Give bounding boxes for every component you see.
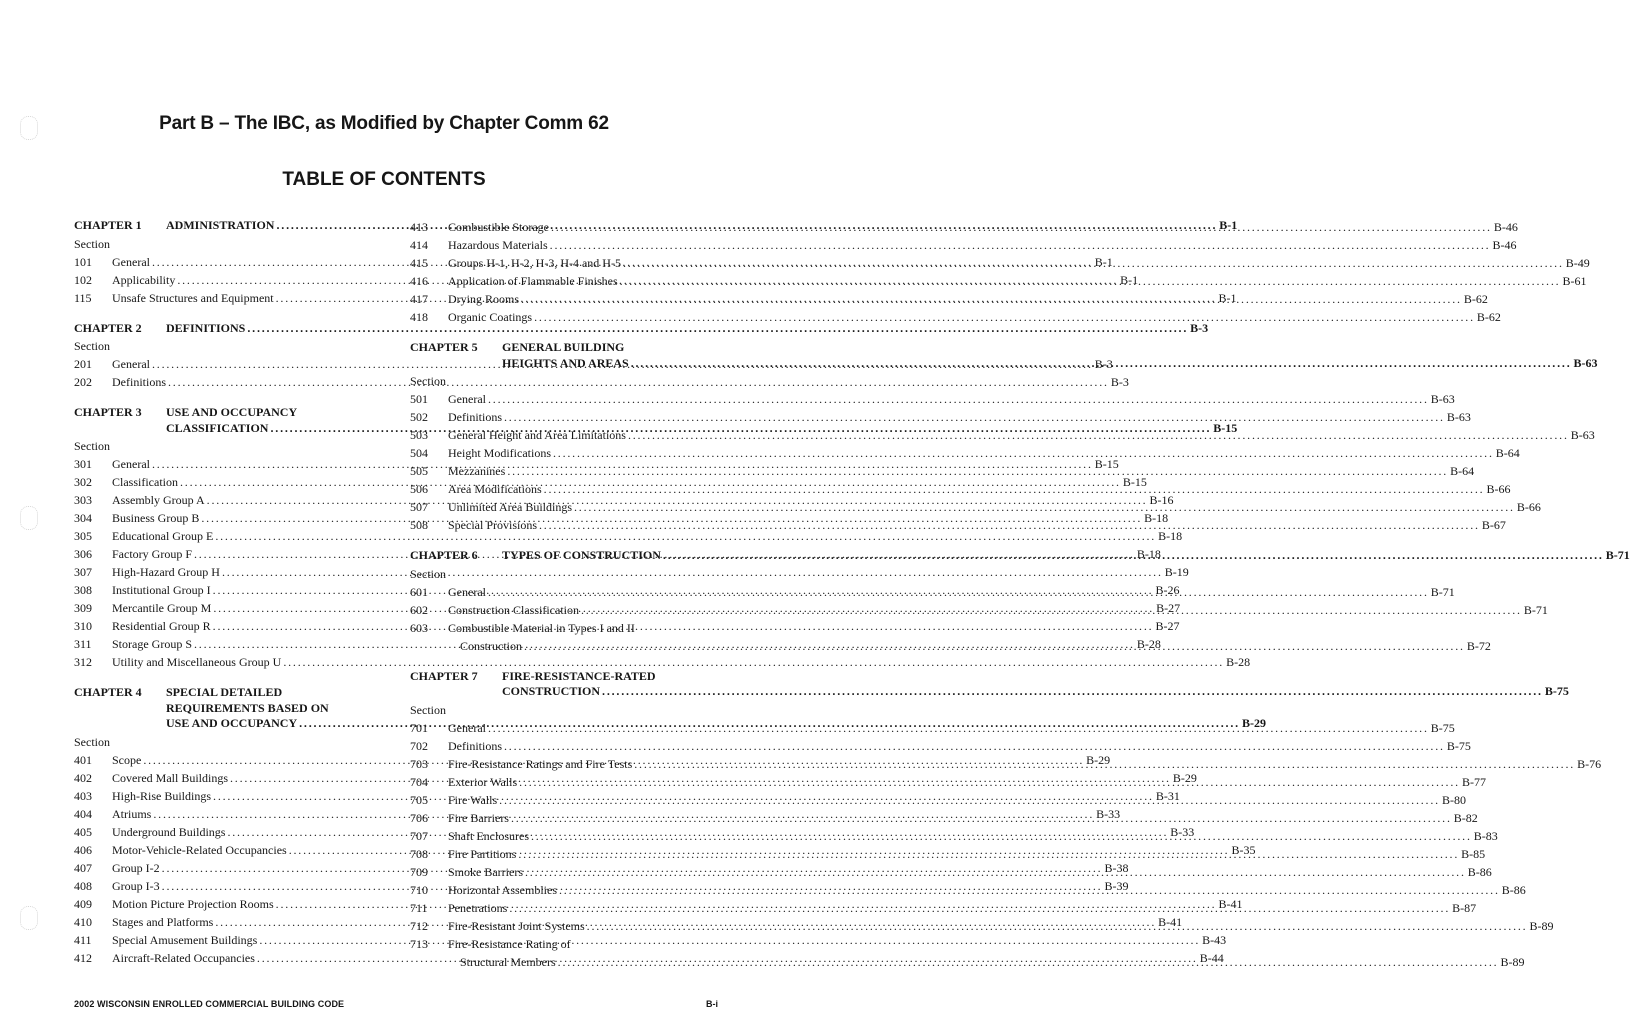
section-page: B-66 <box>1486 482 1511 496</box>
section-title: Fire Barriers <box>448 810 509 825</box>
section-number: 402 <box>74 770 92 785</box>
section-page: B-86 <box>1467 864 1492 879</box>
section-label: Section <box>74 339 110 353</box>
section-title: Classification <box>112 475 178 489</box>
section-page: B-64 <box>1495 446 1520 460</box>
section-page: B-89 <box>1529 918 1554 933</box>
section-page: B-85 <box>1461 846 1486 861</box>
chapter-title <box>502 340 1598 371</box>
section-title: Motion Picture Projection Rooms <box>112 896 274 911</box>
section-page: B-38 <box>1104 860 1129 875</box>
chapter-title-text: DEFINITIONS <box>166 320 246 335</box>
section-page: B-27 <box>1156 601 1181 615</box>
section-title: General Height and Area Limitations <box>448 428 626 442</box>
binder-hole-mark <box>20 906 38 930</box>
section-number: 306 <box>74 547 92 561</box>
chapter-title-text: USE AND OCCUPANCY <box>166 716 298 730</box>
section-number: 401 <box>74 752 92 767</box>
section-number: 503 <box>410 428 428 442</box>
section-number: 413 <box>410 220 428 234</box>
dot-leader <box>519 290 1464 308</box>
dot-leader <box>486 583 1431 601</box>
section-label: Section <box>410 702 446 717</box>
dot-leader <box>572 498 1517 516</box>
toc-entry <box>410 308 1501 326</box>
section-number: 404 <box>74 806 92 821</box>
section-title: General <box>112 254 150 269</box>
section-number: 705 <box>410 792 428 807</box>
section-number: 709 <box>410 864 428 879</box>
section-number: 201 <box>74 357 92 371</box>
section-title: Group I-3 <box>112 878 160 893</box>
section-page: B-27 <box>1155 619 1180 633</box>
section-title: Special Amusement Buildings <box>112 932 258 947</box>
dot-leader <box>557 881 1502 899</box>
section-title: Organic Coatings <box>448 310 533 324</box>
dot-leader <box>517 773 1462 791</box>
chapter-number: CHAPTER 2 <box>74 320 142 335</box>
section-page: B-46 <box>1493 220 1518 234</box>
section-title: Application of Flammable Finishes <box>448 274 618 288</box>
section-number: 418 <box>410 310 428 324</box>
dot-leader <box>542 480 1487 498</box>
section-page: B-3 <box>1094 357 1113 371</box>
chapter-number: CHAPTER 5 <box>410 340 478 354</box>
section-title: Fire-Resistance Ratings and Fire Tests <box>448 756 633 771</box>
section-title: Drying Rooms <box>448 292 520 306</box>
section-title: General <box>448 720 486 735</box>
section-page: B-1 <box>1094 254 1113 269</box>
chapter-page: B-75 <box>1544 684 1569 698</box>
section-title: Definitions <box>448 738 502 753</box>
dot-leader <box>556 953 1501 971</box>
section-page: B-16 <box>1149 493 1174 507</box>
section-page: B-18 <box>1158 529 1183 543</box>
chapter-page: B-3 <box>1190 320 1209 335</box>
section-page: B-87 <box>1452 900 1477 915</box>
section-number: 713 <box>410 936 428 951</box>
dot-leader <box>626 426 1571 444</box>
section-title: General <box>112 357 150 371</box>
section-title: Group I-2 <box>112 860 160 875</box>
section-number: 702 <box>410 738 428 753</box>
section-body <box>448 737 1471 755</box>
section-number: 708 <box>410 846 428 861</box>
chapter-title <box>502 669 1569 700</box>
section-title: Shaft Enclosures <box>448 828 529 843</box>
dot-leader <box>516 845 1461 863</box>
chapter-page: B-29 <box>1241 716 1266 730</box>
section-title: High-Hazard Group H <box>112 565 220 579</box>
section-page: B-15 <box>1122 475 1147 489</box>
toc-entry <box>410 408 1471 426</box>
section-number: 712 <box>410 918 428 933</box>
chapter-page: B-71 <box>1605 548 1630 562</box>
section-title: Utility and Miscellaneous Group U <box>112 655 282 669</box>
section-page: B-41 <box>1218 896 1243 911</box>
dot-leader <box>497 791 1442 809</box>
chapter-title-line <box>502 356 1598 372</box>
section-page: B-19 <box>1164 565 1189 579</box>
dot-leader <box>551 444 1496 462</box>
section-page: B-89 <box>1500 954 1525 969</box>
section-title: Scope <box>112 752 142 767</box>
section-title: Mercantile Group M <box>112 601 212 615</box>
chapter-title-line <box>502 548 1630 564</box>
chapter-title-text: GENERAL BUILDING <box>502 340 625 354</box>
section-page: B-44 <box>1199 950 1224 965</box>
section-title: Covered Mall Buildings <box>112 770 228 785</box>
section-body <box>448 236 1517 254</box>
section-title: General <box>448 584 486 599</box>
section-title: Residential Group R <box>112 619 211 633</box>
chapter-number: CHAPTER 4 <box>74 685 142 699</box>
section-number: 115 <box>74 290 92 305</box>
section-title: Unsafe Structures and Equipment <box>112 290 274 305</box>
section-page: B-18 <box>1144 511 1169 525</box>
dot-leader <box>621 254 1566 272</box>
section-page: B-75 <box>1430 720 1455 735</box>
section-title: Applicability <box>112 272 176 287</box>
section-label: Section <box>74 439 110 453</box>
section-title: Special Provisions <box>448 518 537 532</box>
dot-leader <box>537 516 1482 534</box>
section-page: B-80 <box>1441 792 1466 807</box>
section-title: Mezzanines <box>448 464 506 478</box>
toc-entry <box>410 737 1471 755</box>
section-number: 603 <box>410 620 428 635</box>
section-number: 507 <box>410 500 428 514</box>
toc-entry <box>410 444 1520 462</box>
section-number: 417 <box>410 292 428 306</box>
section-page: B-76 <box>1577 756 1602 771</box>
toc-entry <box>410 236 1517 254</box>
section-title: Construction <box>460 638 522 653</box>
section-page: B-64 <box>1450 464 1475 478</box>
section-number: 310 <box>74 619 92 633</box>
section-page: B-75 <box>1446 738 1471 753</box>
dot-leader <box>522 637 1467 655</box>
section-title: General <box>112 457 150 471</box>
section-page: B-71 <box>1430 584 1455 599</box>
dot-leader <box>502 408 1447 426</box>
section-number: 301 <box>74 457 92 471</box>
section-title: Atriums <box>112 806 152 821</box>
dot-leader <box>509 809 1454 827</box>
section-title-line <box>448 737 1471 755</box>
section-number: 308 <box>74 583 92 597</box>
section-number: 602 <box>410 602 428 617</box>
section-number: 410 <box>74 914 92 929</box>
chapter-title-text: USE AND OCCUPANCY <box>166 405 298 419</box>
chapter-title <box>502 548 1630 564</box>
section-page: B-35 <box>1231 842 1256 857</box>
section-label: Section <box>74 734 110 749</box>
section-body <box>448 444 1520 462</box>
section-title: Definitions <box>448 410 502 424</box>
section-title-line <box>448 408 1471 426</box>
section-title-line <box>448 308 1501 326</box>
section-number: 408 <box>74 878 92 893</box>
chapter-title-text: TYPES OF CONSTRUCTION <box>502 548 661 562</box>
section-page: B-31 <box>1155 788 1180 803</box>
section-title: Educational Group E <box>112 529 214 543</box>
section-page: B-41 <box>1158 914 1183 929</box>
section-title: Motor-Vehicle-Related Occupancies <box>112 842 287 857</box>
toc-entry <box>410 390 1455 408</box>
footer-code-title: 2002 WISCONSIN ENROLLED COMMERCIAL BUILDING CODE <box>74 999 345 1009</box>
chapter-title-line <box>502 340 1598 356</box>
dot-leader <box>661 548 1606 564</box>
dot-leader <box>632 755 1577 773</box>
chapter-title-line <box>502 669 1569 685</box>
section-title-line <box>448 236 1517 254</box>
section-title: Height Modifications <box>448 446 551 460</box>
section-title: Institutional Group I <box>112 583 211 597</box>
section-number: 411 <box>74 932 92 947</box>
section-number: 412 <box>74 950 92 965</box>
section-page: B-33 <box>1170 824 1195 839</box>
section-number: 707 <box>410 828 428 843</box>
chapter-title-text: FIRE-RESISTANCE-RATED <box>502 668 656 683</box>
section-page: B-33 <box>1096 806 1121 821</box>
section-number: 303 <box>74 493 92 507</box>
dot-leader <box>618 272 1563 290</box>
section-number: 414 <box>410 238 428 252</box>
chapter-title-line <box>502 684 1569 700</box>
section-page: B-62 <box>1476 310 1501 324</box>
section-number: 711 <box>410 900 428 915</box>
chapter-number: CHAPTER 6 <box>410 548 478 562</box>
section-number: 302 <box>74 475 92 489</box>
section-number: 407 <box>74 860 92 875</box>
dot-leader <box>507 899 1452 917</box>
section-number: 601 <box>410 584 428 599</box>
chapter-title-text: ADMINISTRATION <box>166 218 275 232</box>
binder-hole-mark <box>20 506 38 530</box>
section-page: B-61 <box>1562 274 1587 288</box>
toc-heading: TABLE OF CONTENTS <box>282 169 486 190</box>
section-title-line <box>448 619 720 637</box>
chapter-number: CHAPTER 3 <box>74 405 142 419</box>
section-number: 508 <box>410 518 428 532</box>
chapter-title-text: REQUIREMENTS BASED ON <box>166 700 329 715</box>
section-title: Stages and Platforms <box>112 914 214 929</box>
chapter-heading <box>410 668 1569 701</box>
section-title: Area Modifications <box>448 482 542 496</box>
chapter-number: CHAPTER 1 <box>74 218 142 232</box>
dot-leader <box>548 236 1493 254</box>
section-number: 101 <box>74 254 92 269</box>
section-page: B-71 <box>1523 602 1548 617</box>
section-title: Factory Group F <box>112 547 192 561</box>
section-title: Groups H-1, H-2, H-3, H-4 and H-5 <box>448 256 621 270</box>
section-number: 405 <box>74 824 92 839</box>
section-title-line <box>112 653 1251 671</box>
chapter-title-text: CLASSIFICATION <box>166 420 269 435</box>
section-title: Penetrations <box>448 900 508 915</box>
chapter-title-text: SPECIAL DETAILED <box>166 685 283 699</box>
section-title: Smoke Barriers <box>448 864 523 879</box>
dot-leader <box>486 390 1431 408</box>
section-page: B-15 <box>1094 457 1119 471</box>
dot-leader <box>502 737 1447 755</box>
dot-leader <box>600 684 1545 700</box>
section-page: B-86 <box>1501 882 1526 897</box>
dot-leader <box>529 827 1474 845</box>
footer-page-number: B-i <box>706 999 718 1009</box>
section-page: B-18 <box>1136 547 1161 561</box>
dot-leader <box>579 601 1524 619</box>
section-number: 403 <box>74 788 92 803</box>
section-number: 415 <box>410 256 428 270</box>
section-page: B-63 <box>1446 410 1471 424</box>
dot-leader <box>549 218 1494 236</box>
section-number: 505 <box>410 464 428 478</box>
section-number: 311 <box>74 637 92 651</box>
section-page: B-39 <box>1104 878 1129 893</box>
section-title: Combustible Material in Types I and II <box>448 620 635 635</box>
dot-leader <box>486 719 1431 737</box>
section-number: 102 <box>74 272 92 287</box>
chapter-page: B-15 <box>1213 420 1238 435</box>
section-number: 309 <box>74 601 92 615</box>
section-page: B-83 <box>1473 828 1498 843</box>
section-number: 312 <box>74 655 92 669</box>
section-title: Exterior Walls <box>448 774 518 789</box>
section-title: Fire Partitions <box>448 846 517 861</box>
chapter-title-text: CONSTRUCTION <box>502 684 601 698</box>
section-page: B-28 <box>1226 655 1251 669</box>
section-page: B-26 <box>1155 583 1180 597</box>
dot-leader <box>585 917 1530 935</box>
section-page: B-82 <box>1453 810 1478 825</box>
section-page: B-72 <box>1466 638 1491 653</box>
section-title: Hazardous Materials <box>448 238 548 252</box>
section-number: 409 <box>74 896 92 911</box>
chapter-heading <box>74 320 1209 338</box>
dot-leader <box>532 308 1477 326</box>
section-page: B-29 <box>1172 770 1197 785</box>
dot-leader <box>523 863 1468 881</box>
section-number: 506 <box>410 482 428 496</box>
section-title: Fire-Resistance Rating of <box>448 936 571 951</box>
page-title: Part B – The IBC, as Modified by Chapter Comm 62 <box>159 113 609 134</box>
section-title: Structural Members <box>460 954 556 969</box>
section-page: B-66 <box>1516 500 1541 514</box>
section-title: Horizontal Assemblies <box>448 882 557 897</box>
toc-entry <box>74 653 1251 671</box>
toc-entry <box>74 527 1183 545</box>
section-number: 701 <box>410 720 428 735</box>
section-label: Section <box>410 374 446 388</box>
section-title: Assembly Group A <box>112 493 205 507</box>
section-page: B-63 <box>1430 392 1455 406</box>
section-page: B-29 <box>1086 752 1111 767</box>
section-body <box>448 308 1501 326</box>
section-page: B-63 <box>1570 428 1595 442</box>
section-title: Unlimited Area Buildings <box>448 500 572 514</box>
section-page: B-46 <box>1492 238 1517 252</box>
binder-hole-mark <box>20 116 38 140</box>
section-title: Aircraft-Related Occupancies <box>112 950 255 965</box>
section-title-line <box>112 527 1183 545</box>
section-page: B-67 <box>1481 518 1506 532</box>
section-number: 706 <box>410 810 428 825</box>
section-title: General <box>448 392 486 406</box>
section-number: 307 <box>74 565 92 579</box>
dot-leader <box>629 356 1574 372</box>
section-body <box>448 390 1455 408</box>
section-page: B-49 <box>1565 256 1590 270</box>
section-body <box>112 653 1251 671</box>
dot-leader <box>505 462 1450 480</box>
section-title-line <box>448 390 1455 408</box>
chapter-page: B-63 <box>1573 355 1598 370</box>
section-page: B-28 <box>1136 637 1161 651</box>
chapter-title-text: HEIGHTS AND AREAS <box>502 355 629 370</box>
section-number: 406 <box>74 842 92 857</box>
section-title-line <box>448 935 720 953</box>
section-label: Section <box>410 566 446 581</box>
section-label: Section <box>74 236 110 251</box>
section-number: 305 <box>74 529 92 543</box>
section-title: High-Rise Buildings <box>112 788 212 803</box>
section-number: 502 <box>410 410 428 424</box>
section-title: Construction Classification <box>448 602 579 617</box>
section-title: Fire-Resistant Joint Systems <box>448 918 585 933</box>
section-page: B-3 <box>1110 375 1129 389</box>
section-title: Fire Walls <box>448 792 498 807</box>
section-body <box>112 527 1183 545</box>
section-title: Underground Buildings <box>112 824 226 839</box>
section-title: Business Group B <box>112 511 200 525</box>
section-page: B-1 <box>1218 290 1237 305</box>
section-number: 416 <box>410 274 428 288</box>
section-number: 703 <box>410 756 428 771</box>
section-title-line <box>448 444 1520 462</box>
section-title: Combustible Storage <box>448 220 549 234</box>
chapter-page: B-1 <box>1219 218 1238 232</box>
section-page: B-62 <box>1463 292 1488 306</box>
section-title: Storage Group S <box>112 637 192 651</box>
section-number: 704 <box>410 774 428 789</box>
section-title: Definitions <box>112 375 166 389</box>
section-page: B-77 <box>1461 774 1486 789</box>
section-number: 304 <box>74 511 92 525</box>
section-page: B-1 <box>1120 272 1139 287</box>
section-number: 501 <box>410 392 428 406</box>
section-number: 710 <box>410 882 428 897</box>
section-number: 504 <box>410 446 428 460</box>
section-page: B-43 <box>1202 932 1227 947</box>
section-body <box>448 408 1471 426</box>
section-number: 202 <box>74 375 92 389</box>
chapter-number: CHAPTER 7 <box>410 668 478 683</box>
